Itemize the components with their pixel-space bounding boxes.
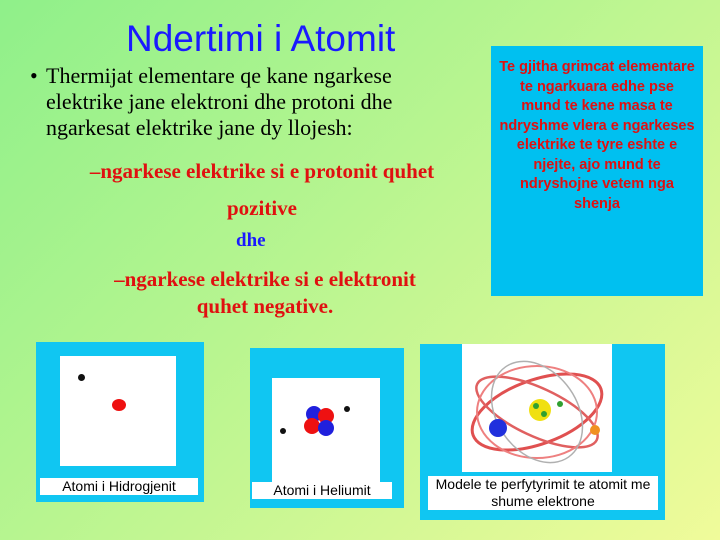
bullet-marker: • (30, 63, 38, 88)
bullet-text: Thermijat elementare qe kane ngarkese elektrike jane elektroni dhe protoni dhe ngarkesat elektrike jane dy llojesh: (46, 63, 393, 140)
neutron-dot (318, 420, 334, 436)
hydrogen-caption: Atomi i Hidrogjenit (40, 478, 198, 495)
helium-caption: Atomi i Heliumit (252, 482, 392, 499)
orbit-drawing (462, 344, 612, 472)
electron-dot (557, 401, 563, 407)
electron-dot (489, 419, 507, 437)
nucleus-particle (541, 411, 547, 417)
electron-dot (280, 428, 286, 434)
connector-text: dhe (236, 230, 266, 251)
helium-atom-image (272, 378, 380, 486)
electron-dot (590, 425, 600, 435)
nucleus-icon (529, 399, 551, 421)
model-caption: Modele te perfytyrimit te atomit me shume elektrone (428, 476, 658, 510)
hydrogen-atom-image (60, 356, 176, 466)
electron-dot (78, 374, 85, 381)
bullet-paragraph (30, 63, 470, 141)
page-title: Ndertimi i Atomit (126, 18, 396, 59)
negative-charge-text: –ngarkese elektrike si e elektronit quhet negative. (114, 267, 416, 318)
helium-panel (250, 348, 404, 508)
info-box: Te gjitha grimcat elementare te ngarkuara edhe pse mund te kene masa te ndryshme vlera e ngarkeses elektrike te tyre eshte e njejte, ajo mund te ndryshojne vetem nga shenja (491, 46, 703, 296)
nucleus-particle (533, 403, 539, 409)
electron-dot (344, 406, 350, 412)
positive-charge-text: –ngarkese elektrike si e protonit quhet pozitive (89, 159, 435, 220)
atom-model-panel (420, 344, 665, 520)
atom-model-image (462, 344, 612, 472)
proton-dot (112, 399, 126, 411)
hydrogen-panel (36, 342, 204, 502)
